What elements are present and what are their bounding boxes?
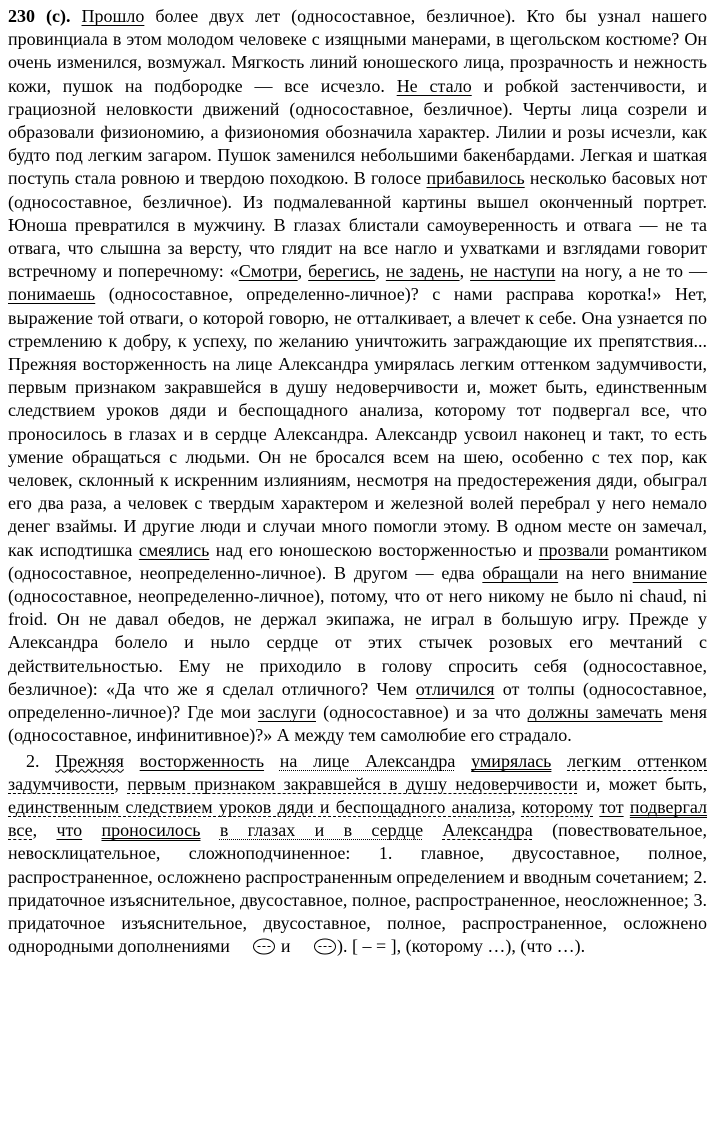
underlined-text-run: прибавилось [426, 168, 525, 189]
text-run [455, 751, 471, 771]
underlined-text-run: отличился [415, 678, 495, 699]
underlined-text-run: Не стало [396, 75, 472, 96]
text-run: , [511, 796, 522, 817]
underlined-text-run: единственным следствием уроков дяди и беспощадного анализа [8, 796, 512, 817]
underlined-text-run: берегись [308, 261, 376, 282]
underlined-text-run: восторженность [139, 750, 265, 771]
text-run [264, 751, 280, 771]
text-run: ). [ – = ], (которому …), (что …). [337, 936, 586, 957]
text-run: более двух лет (односоставное, безличное). Кто бы узнал нашего провинциала в этом молодом человеке с изящными манерами, в щегольском костюме? Он очень изменился, возмужал. Мягкость линий юношеского лица, прозрачность и нежность кожи, пушок на подбородке — все исчезло. [8, 6, 708, 96]
underlined-text-run: первым признаком закравшейся в душу недоверчивости [127, 773, 578, 794]
circle-dashed-line-icon [295, 938, 337, 955]
underlined-text-run: прозвали [538, 539, 609, 560]
underlined-text-run: подвергал [629, 796, 708, 817]
text-run [423, 820, 442, 840]
underlined-text-run: тот [599, 796, 624, 817]
underlined-text-run: проносилось [101, 820, 201, 841]
text-run: (односоставное, неопределенно-личное), потому, что от него никому не было ni chaud, ni froid. Он не давал обедов, не держал экипажа, не играл в большую игру. Прежде у Александра болело и ныло сердце от этих стычек розовых его мечтаний с действительностью. Ему не приходило в голову спросить себя (односоставное, безличное): «Да что же я сделал отличного? Чем [8, 586, 707, 699]
text-run: , [297, 261, 309, 282]
underlined-text-run: Александра [442, 820, 533, 841]
text-run: меня (односоставное, инфинитивное)?» А между тем самолюбие его страдало. [8, 702, 707, 746]
underlined-text-run: в глазах и в сердце [219, 820, 424, 841]
circle-dashed-line-icon [234, 938, 276, 955]
underlined-text-run: внимание [632, 562, 707, 583]
text-run: , [375, 261, 386, 282]
underlined-text-run: обращали [482, 562, 559, 583]
text-run: романтиком (односоставное, неопределенно-личное). В другом — едва [8, 539, 707, 583]
underlined-text-run: заслуги [257, 702, 316, 723]
text-run [124, 751, 140, 771]
underlined-text-run: смеялись [138, 539, 210, 560]
underlined-text-run: на лице Александра [279, 750, 456, 771]
text-run: и робкой застенчивости, и грациозной неловкости движений (односоставное, безличное). Черты лица созрели и образовали физиономию, а физиономия обозначила характер. Лилии и розы исчезли, как будто под легким загаром. Пушок заменился небольшими бакенбардами. Легкая и шаткая поступь стала ровною и твердою походкою. В голосе [8, 75, 707, 189]
text-run: несколько басовых нот (односоставное, безличное). Из подмалеванной картины вышел оконченный портрет. Юноша превратился в мужчину. В глазах блистали самоуверенность и отвага — не та отвага, что слышна за версту, что глядит на все нагло и ухватками и взглядами говорит встречному и поперечному: « [8, 168, 707, 282]
underlined-text-run: не задень [385, 261, 460, 282]
exercise-230-text [8, 5, 707, 748]
text-run: от толпы (односоставное, определенно-личное)? Где мои [8, 678, 707, 723]
text-run [551, 751, 567, 771]
text-run: , [32, 820, 57, 841]
text-run [200, 820, 219, 840]
underlined-text-run: которому [521, 796, 594, 817]
text-run: и, может быть, [577, 773, 707, 794]
underlined-text-run: Прошло [81, 6, 145, 26]
underlined-text-run: Смотри [238, 261, 298, 282]
underlined-text-run: все [8, 820, 33, 841]
underlined-text-run: умирялась [471, 750, 552, 771]
underlined-text-run: легким оттенком задумчивости [8, 750, 708, 794]
exercise-number: 230 (с). [8, 6, 82, 26]
text-run: (односоставное, определенно-личное)? с нами расправа коротка!» Нет, выражение той отваги, о которой говорю, не отталкивает, а влечет к себе. Она узнается по стремлению к добру, к успеху, по желанию уничтожить заграждающие их препятствия... Прежняя восторженность на лице Александра умирялась легким оттенком задумчивости, первым признаком закравшейся в душу недоверчивости и, может быть, единственным следствием уроков дяди и беспощадного анализа, которому тот подвергал все, что проносилось в глазах и в сердце Александра. Александр усвоил наконец и такт, то есть умение обращаться с людьми. Он не бросался всем на шею, особенно с тех пор, как человек, склонный к искренним излияниям, несмотря на предостережения дяди, обыграл его два раза, а человек с твердым характером и железной волей перебрал у него немало денег взаймы. И другие люди и случаи много помогли этому. В одном месте он замечал, как исподтишка [8, 284, 707, 560]
underlined-text-run: не наступи [470, 261, 556, 282]
underlined-text-run: должны замечать [527, 702, 663, 723]
text-run: (повествовательное, невосклицательное, сложноподчиненное: 1. главное, двусоставное, полное, распространенное, осложнено распространенным определением и вводным сочетанием; 2. придаточное изъяснительное, двусоставное, полное, распространенное, неосложненное; 3. придаточное изъяснительное, двусоставное, полное, распространенное, осложнено однородными дополнениями [8, 820, 708, 957]
text-run: на ногу, а не то — [555, 261, 708, 282]
text-run: , [114, 773, 128, 794]
underlined-text-run: Прежняя [55, 750, 124, 771]
text-run [82, 820, 101, 840]
sentence-analysis [8, 750, 707, 959]
underlined-text-run: понимаешь [8, 284, 96, 305]
text-run: (односоставное) и за что [316, 702, 528, 723]
text-run: и [276, 936, 296, 957]
text-run: на него [558, 562, 633, 583]
text-run: над его юношескою восторженностью и [209, 539, 539, 560]
underlined-text-run: что [56, 820, 83, 841]
text-run: , [459, 261, 471, 282]
text-run: 2. [26, 750, 56, 771]
